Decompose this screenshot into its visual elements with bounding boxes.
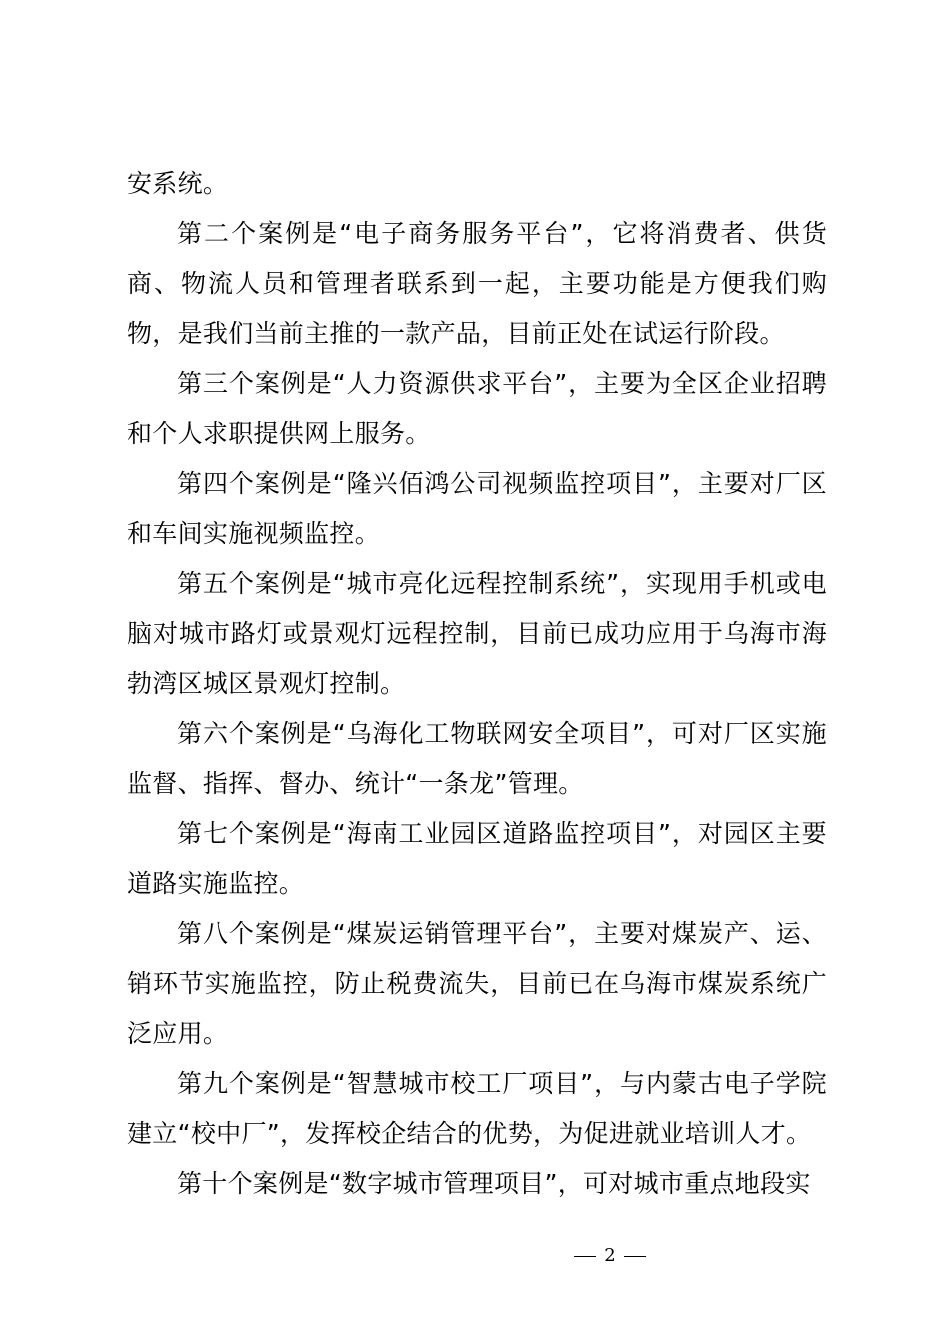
left-dash bbox=[574, 1256, 596, 1257]
paragraph-9: 第九个案例是“智慧城市校工厂项目”，与内蒙古电子学院建立“校中厂”，发挥校企结合的优势，为促进就业培训人才。 bbox=[127, 1069, 827, 1148]
page-number-footer bbox=[0, 1245, 950, 1266]
paragraph-1: 安系统。 bbox=[127, 169, 229, 198]
paragraph-4: 第四个案例是“隆兴佰鸿公司视频监控项目”，主要对厂区和车间实施视频监控。 bbox=[127, 469, 827, 548]
paragraph-5: 第五个案例是“城市亮化远程控制系统”，实现用手机或电脑对城市路灯或景观灯远程控制，目前已成功应用于乌海市海勃湾区城区景观灯控制。 bbox=[127, 569, 827, 698]
paragraph-7: 第七个案例是“海南工业园区道路监控项目”，对园区主要道路实施监控。 bbox=[127, 819, 827, 898]
paragraph-6: 第六个案例是“乌海化工物联网安全项目”，可对厂区实施监督、指挥、督办、统计“一条龙”管理。 bbox=[127, 719, 827, 798]
paragraph-10: 第十个案例是“数字城市管理项目”，可对城市重点地段实 bbox=[177, 1169, 811, 1198]
paragraph-3: 第三个案例是“人力资源供求平台”，主要为全区企业招聘和个人求职提供网上服务。 bbox=[127, 369, 827, 448]
paragraph-8: 第八个案例是“煤炭运销管理平台”，主要对煤炭产、运、销环节实施监控，防止税费流失，目前已在乌海市煤炭系统广泛应用。 bbox=[127, 919, 827, 1048]
paragraph-2: 第二个案例是“电子商务服务平台”，它将消费者、供货商、物流人员和管理者联系到一起，主要功能是方便我们购物，是我们当前主推的一款产品，目前正处在试运行阶段。 bbox=[127, 219, 827, 348]
page-number: 2 bbox=[604, 1245, 616, 1266]
right-dash bbox=[624, 1256, 646, 1257]
body-text bbox=[127, 159, 827, 1209]
